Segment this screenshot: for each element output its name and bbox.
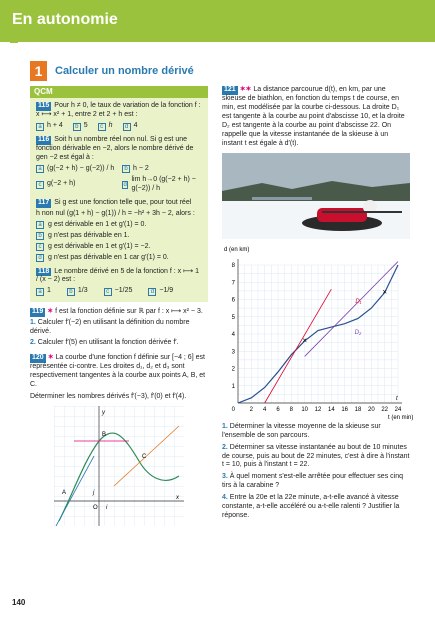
exercise-intro: La distance parcourue d(t), en km, par une skieuse de biathlon, en fonction du temps t de course, en min, est modélisée par la courbe ci-dessous. La droite D₁ est tangente à la courbe au point d'abscisse 10, et la droite D₂ est tangente à la courbe au point d'abscisse 22. On rappelle que la vitesse instantanée de la skieuse à un instant t est égale à d′(t). [222,86,405,147]
y-tick-label: 7 [231,279,235,286]
question-4: 4. Entre la 20e et la 22e minute, a-t-elle avancé à vitesse constante, a-t-elle accéléré ou a-t-elle ralenti ? Justifier la réponse. [222,494,400,520]
option-a[interactable]: a h + 4 [36,122,63,131]
question-1: 1. Déterminer la vitesse moyenne de la skieuse sur l'ensemble de son parcours. [222,422,381,439]
y-tick-label: 5 [231,314,235,321]
exercise-120 [30,354,208,526]
question-text: Si g est une fonction telle que, pour tout réel [54,198,192,206]
question-number: 116 [38,136,50,144]
difficulty-star: ✶ [47,308,54,316]
exercise-question-2: Calculer f′(5) en utilisant la fonction dérivée f′. [37,339,179,347]
qcm-box [30,86,208,302]
point-b-label: B [102,431,107,438]
question-text: Soit h un nombre réel non nul. Si g est une fonction dérivable en −2, alors le nombre dérivé de gen −2 est égal à : [36,136,194,161]
point-a-label: A [62,489,67,496]
x-tick-label: 10 [301,406,309,413]
question-117 [36,199,202,263]
y-axis-label: y [102,409,105,416]
option-c[interactable]: c g est dérivable en 1 et g′(1) = −2. [36,243,202,252]
option-d[interactable]: d lim h→0 (g(−2 + h) − g(−2)) / h [123,175,196,192]
grid [54,406,184,526]
option-b[interactable]: b g n'est pas dérivable en 1. [36,232,202,241]
point-c-label: C [142,453,147,460]
x-tick-label: 2 [249,406,254,413]
tangency-point-10: × [302,335,308,345]
exercise-intro: f est la fonction définie sur ℝ par f : x ⟼ x² − 3. [55,308,203,316]
option-b[interactable]: b 1/3 [67,287,88,296]
question-115 [36,102,202,131]
right-column [222,86,414,521]
question-118 [36,268,202,297]
x-tick-label: 20 [367,406,375,413]
exercise-number: 119 [32,308,44,316]
t-axis-symbol: t [396,395,398,402]
page-title: En autonomie [12,11,118,28]
section-title: Calculer un nombre dérivé [55,65,194,77]
question-3: 3. À quel moment s'est-elle arrêtée pour effectuer ses cinq tirs à la carabine ? [222,473,403,490]
x-axis-label: x [176,494,179,501]
y-axis-label: d (en km) [224,246,250,253]
option-b[interactable]: b 5 [73,122,88,131]
y-tick-label: 6 [231,297,235,304]
biathlon-photo [222,153,410,239]
option-d[interactable]: d 4 [123,122,138,131]
exercise-number: 120 [32,354,44,362]
left-column [30,86,208,526]
option-d[interactable]: d −1/9 [148,287,173,296]
question-number: 115 [38,102,50,110]
option-c[interactable]: c h [98,122,113,131]
x-tick-label: 16 [341,406,349,413]
option-c[interactable]: c g(−2 + h) [36,176,116,194]
x-tick-label: 24 [394,406,402,413]
exercise-119: 119 ✶ f est la fonction définie sur ℝ par f : x ⟼ x² − 3. 1. Calculer f′(−2) en utilisant la définition du nombre dérivé. 2. Calculer f′(5) en utilisant la fonction dérivée f′. [30,308,203,347]
header-band [0,0,435,42]
x-tick-label: 8 [289,406,294,413]
question-number: 117 [38,198,50,206]
header-notch [10,38,18,43]
option-c[interactable]: c −1/25 [104,287,133,296]
d1-label: D₁ [355,298,362,305]
x-tick-label: 4 [262,406,267,413]
unit-j-label: j [93,489,95,496]
exercise-121 [222,86,410,149]
x-tick-label: 18 [354,406,362,413]
option-d[interactable]: d g n'est pas dérivable en 1 car g′(1) = 0. [36,254,202,263]
unit-i-label: i [106,504,108,511]
question-number: 118 [38,267,50,275]
tangency-point-22: × [382,287,388,297]
question-116 [36,136,202,194]
y-tick-label: 3 [231,348,235,355]
x-tick-label: 12 [314,406,322,413]
x-tick-label: 14 [327,406,335,413]
option-a[interactable]: a 1 [36,287,51,296]
exercise-question-1: Calculer f′(−2) en utilisant la définition du nombre dérivé. [30,319,190,336]
y-tick-label: 1 [231,383,235,390]
origin-label: O [93,504,98,511]
x-tick-label: 22 [381,406,389,413]
option-a[interactable]: a g est dérivable en 1 et g′(1) = 0. [36,221,202,230]
difficulty-stars: ✶✶ [239,86,252,93]
curve-figure [54,406,184,526]
section-number: 1 [30,61,47,81]
y-tick-label: 2 [231,366,235,373]
question-text: Pour h ≠ 0, le taux de variation de la fonction f : x ⟼ x² + 1, entre 2 et 2 + h est : [36,102,201,119]
qcm-heading: QCM [30,86,208,98]
question-formula: h non nul (g(1 + h) − g(1)) / h = −h² + 3h − 2, alors : [36,209,195,217]
distance-chart [222,243,414,421]
d2-label: D₂ [354,329,362,336]
page-number: 140 [12,598,26,607]
option-a[interactable]: a (g(−2 + h) − g(−2)) / h [36,165,116,174]
difficulty-star: ✶ [47,354,54,362]
exercise-question: Déterminer les nombres dérivés f′(−3), f′(0) et f′(4). [30,393,187,401]
exercise-intro: La courbe d'une fonction f définie sur [−4 ; 6] est représentée ci-contre. Les droites d₁, d₂ et d₃ sont respectivement tangentes à la courbe aux points A, B, et C. [30,354,206,389]
y-tick-label: 4 [231,331,235,338]
y-tick-label: 8 [231,262,235,269]
question-2: 2. Déterminer sa vitesse instantanée au bout de 10 minutes de course, puis au bout de 22 minutes, c'est à dire à l'instant t = 10, puis à l'instant t = 22. [222,443,410,469]
x-tick-label: 6 [276,406,280,413]
origin-label: 0 [231,406,235,413]
exercise-number: 121 [224,86,236,93]
question-text: Le nombre dérivé en 5 de la fonction f : x ⟼ 1 / (x − 2) est : [36,267,199,284]
x-axis-label: t (en min) [388,414,414,421]
option-b[interactable]: b h − 2 [122,165,202,174]
exercise-121-questions [222,423,410,522]
